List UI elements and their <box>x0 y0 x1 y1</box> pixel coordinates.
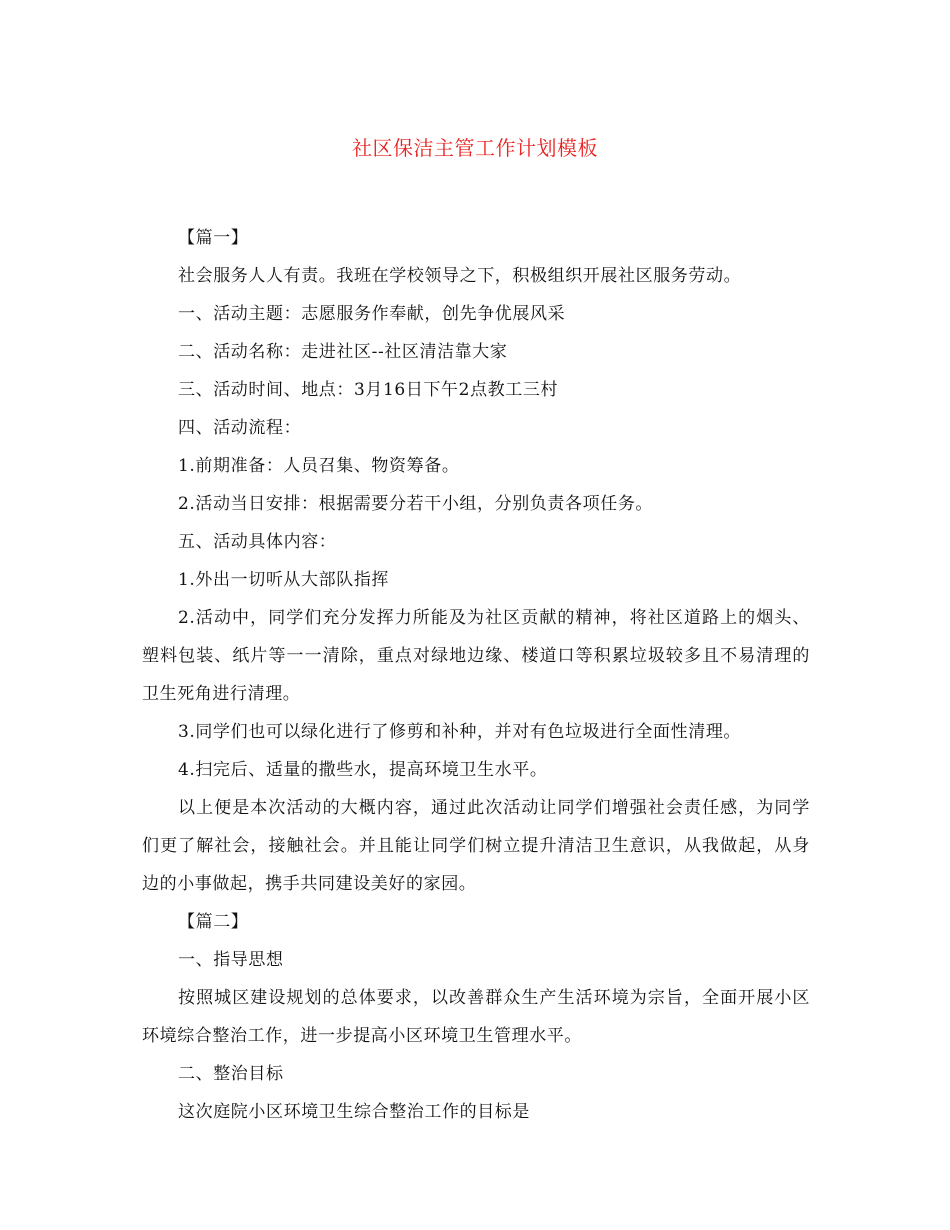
paragraph: 一、指导思想 <box>178 950 284 970</box>
paragraph: 2.活动中，同学们充分发挥力所能及为社区贡献的精神，将社区道路上的烟头、塑料包装、纸片等一一清除，重点对绿地边缘、楼道口等积累垃圾较多且不易清理的卫生死角进行清理。 <box>142 608 810 704</box>
document-body <box>142 219 810 1131</box>
paragraph: 二、活动名称：走进社区--社区清洁靠大家 <box>178 342 508 362</box>
section-heading-2: 【篇二】 <box>178 912 249 932</box>
paragraph: 1.外出一切听从大部队指挥 <box>178 570 390 590</box>
paragraph: 一、活动主题：志愿服务作奉献，创先争优展风采 <box>178 304 566 324</box>
paragraph: 这次庭院小区环境卫生综合整治工作的目标是 <box>178 1102 530 1122</box>
paragraph: 1.前期准备：人员召集、物资筹备。 <box>178 456 460 476</box>
paragraph: 按照城区建设规划的总体要求，以改善群众生产生活环境为宗旨，全面开展小区环境综合整治工作，进一步提高小区环境卫生管理水平。 <box>142 988 810 1046</box>
paragraph: 五、活动具体内容： <box>178 532 337 552</box>
paragraph: 三、活动时间、地点：3月16日下午2点教工三村 <box>178 380 559 400</box>
document-title: 社区保洁主管工作计划模板 <box>352 136 598 160</box>
paragraph: 以上便是本次活动的大概内容，通过此次活动让同学们增强社会责任感，为同学们更了解社会，接触社会。并且能让同学们树立提升清洁卫生意识，从我做起，从身边的小事做起，携手共同建设美好的家园。 <box>142 798 810 894</box>
paragraph: 4.扫完后、适量的撒些水，提高环境卫生水平。 <box>178 760 548 780</box>
paragraph: 3.同学们也可以绿化进行了修剪和补种，并对有色垃圾进行全面性清理。 <box>178 722 742 742</box>
paragraph: 二、整治目标 <box>178 1064 284 1084</box>
paragraph: 四、活动流程： <box>178 418 302 438</box>
paragraph: 社会服务人人有责。我班在学校领导之下，积极组织开展社区服务劳动。 <box>178 266 742 286</box>
paragraph: 2.活动当日安排：根据需要分若干小组，分别负责各项任务。 <box>178 494 654 514</box>
section-heading-1: 【篇一】 <box>178 228 249 248</box>
